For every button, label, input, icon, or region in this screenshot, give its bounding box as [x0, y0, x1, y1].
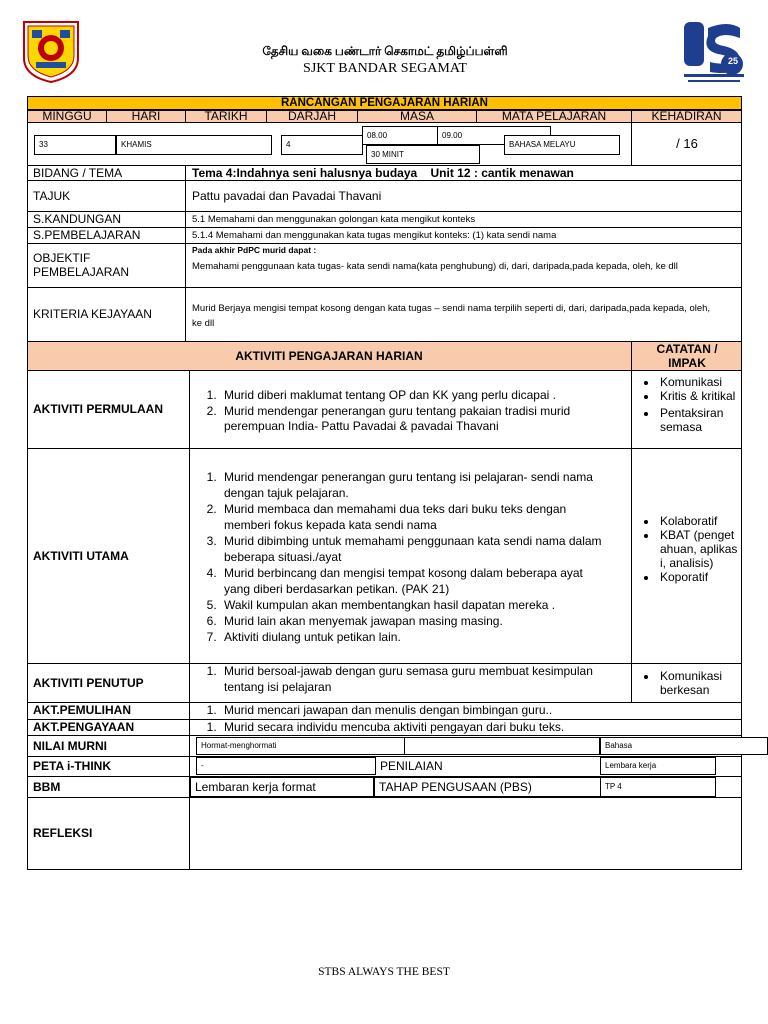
- logo-anniversary-number: 25: [727, 56, 738, 66]
- bbm-label: BBM: [33, 780, 61, 794]
- column-hari: HARI: [106, 110, 186, 123]
- column-darjah: DARJAH: [266, 110, 358, 123]
- info-label-divider: [185, 165, 186, 342]
- masa-start-value[interactable]: 08.00: [362, 126, 438, 145]
- note-item: • KBAT (pengetahuan, aplikasi, analisis): [658, 528, 740, 570]
- darjah-value[interactable]: 4: [281, 135, 363, 155]
- penilaian-value[interactable]: Lembara kerja: [600, 757, 716, 775]
- note-item: • Pentaksiran semasa: [658, 406, 740, 434]
- kehadiran-value[interactable]: / 16: [676, 136, 698, 151]
- column-kehadiran: KEHADIRAN: [631, 110, 742, 123]
- utama-item: 3. Murid dibimbing untuk memahami penggunaan kata sendi nama dalam beberapa situasi./ayat: [220, 533, 608, 565]
- peta-value[interactable]: -: [196, 757, 376, 775]
- permulaan-list: [190, 388, 610, 435]
- objektif-label-line1: OBJEKTIF: [33, 251, 91, 265]
- refleksi-label: REFLEKSI: [33, 826, 93, 840]
- permulaan-item: 1. Murid diberi maklumat tentang OP dan KK yang perlu dicapai .: [220, 388, 610, 404]
- penutup-label: AKTIVITI PENUTUP: [33, 676, 144, 690]
- note-item: • Kolaboratif: [658, 514, 740, 528]
- mata-pelajaran-value[interactable]: BAHASA MELAYU: [504, 135, 620, 155]
- kriteria-label: KRITERIA KEJAYAAN: [33, 307, 152, 321]
- column-tarikh: TARIKH: [185, 110, 267, 123]
- note-item: • Koporatif: [658, 570, 740, 584]
- row-line: [27, 243, 742, 244]
- utama-item: 7. Aktiviti diulang untuk petikan lain.: [220, 629, 608, 645]
- nilai-extra-value[interactable]: Bahasa: [600, 737, 768, 755]
- objektif-value: Memahami penggunaan kata tugas- kata sendi nama(kata penghubung) di, dari, daripada,pada kepada, oleh, ke dll: [192, 261, 678, 272]
- school-logo-right: [680, 16, 748, 86]
- school-logo-left: [18, 18, 84, 84]
- minggu-value[interactable]: 33: [34, 135, 116, 155]
- permulaan-item: 2. Murid mendengar penerangan guru tentang pakaian tradisi murid perempuan India- Pattu Pavadai & pavadai Thavani: [220, 404, 610, 435]
- tahap-value[interactable]: TP 4: [600, 777, 716, 797]
- bidang-label: BIDANG / TEMA: [33, 166, 123, 180]
- note-item: • Komunikasi berkesan: [658, 669, 740, 697]
- masa-end-value[interactable]: 09.00: [437, 126, 551, 145]
- masa-duration-value[interactable]: 30 MINIT: [366, 145, 480, 164]
- objektif-label-line2: PEMBELAJARAN: [33, 265, 130, 279]
- penutup-item: 1. Murid bersoal-jawab dengan guru semasa guru membuat kesimpulan tentang isi pelajaran: [220, 664, 620, 695]
- note-item: • Kritis & kritikal: [658, 389, 740, 403]
- tajuk-label: TAJUK: [33, 189, 71, 203]
- permulaan-notes: [632, 375, 740, 434]
- row-line: [27, 211, 742, 212]
- pengayaan-label: AKT.PENGAYAAN: [33, 720, 135, 734]
- row-line: [27, 287, 742, 288]
- pengayaan-list: [190, 720, 730, 736]
- skandungan-label: S.KANDUNGAN: [33, 212, 122, 226]
- row-line: [27, 448, 742, 449]
- bbm-value[interactable]: Lembaran kerja format: [190, 777, 374, 797]
- utama-label: AKTIVITI UTAMA: [33, 549, 129, 563]
- pengayaan-item: 1. Murid secara individu mencuba aktiviti pengayan dari buku teks.: [220, 720, 730, 736]
- utama-item: 1. Murid mendengar penerangan guru tentang isi pelajaran- sendi nama dengan tajuk pelajaran.: [220, 469, 608, 501]
- column-minggu: MINGGU: [27, 110, 107, 123]
- column-masa: MASA: [357, 110, 477, 123]
- penutup-list: [190, 664, 620, 695]
- nilai-value[interactable]: Hormat-menghormati: [196, 737, 408, 755]
- tamil-school-name: தேசிய வகை பண்டார் செகாமட் தமிழ்ப்பள்ளி: [262, 44, 508, 58]
- kriteria-value: Murid Berjaya mengisi tempat kosong dengan kata tugas – sendi nama terpilih seperti di, dari, daripada,pada kepada, oleh, ke dll: [192, 303, 711, 329]
- nilai-blank-field[interactable]: [404, 737, 600, 755]
- permulaan-label: AKTIVITI PERMULAAN: [33, 402, 163, 416]
- refleksi-field[interactable]: [190, 798, 741, 869]
- bidang-value: Tema 4:Indahnya seni halusnya budaya Unit 12 : cantik menawan: [192, 166, 574, 180]
- spembelajaran-value: 5.1.4 Memahami dan menggunakan kata tugas mengikut konteks: (1) kata sendi nama: [192, 230, 557, 241]
- utama-item: 4. Murid berbincang dan mengisi tempat kosong dalam beberapa ayat yang diberi berdasarkan petikan. (PAK 21): [220, 565, 608, 597]
- utama-notes: [632, 514, 740, 584]
- peta-label: PETA i-THINK: [33, 759, 111, 773]
- objektif-intro: Pada akhir PdPC murid dapat :: [192, 245, 317, 255]
- spembelajaran-label: S.PEMBELAJARAN: [33, 228, 141, 242]
- utama-list: [190, 469, 608, 645]
- catatan-header: CATATAN / IMPAK: [656, 342, 718, 370]
- skandungan-value: 5.1 Memahami dan menggunakan golongan kata mengikut konteks: [192, 214, 476, 225]
- column-mata-pelajaran: MATA PELAJARAN: [476, 110, 632, 123]
- pemulihan-list: [190, 703, 620, 719]
- hari-value[interactable]: KHAMIS: [116, 135, 272, 155]
- nilai-label: NILAI MURNI: [33, 739, 107, 753]
- utama-item: 6. Murid lain akan menyemak jawapan masing masing.: [220, 613, 608, 629]
- pemulihan-item: 1. Murid mencari jawapan dan menulis dengan bimbingan guru..: [220, 703, 620, 719]
- pemulihan-label: AKT.PEMULIHAN: [33, 703, 131, 717]
- note-item: • Komunikasi: [658, 375, 740, 389]
- penutup-notes: [632, 669, 740, 697]
- tahap-label: TAHAP PENGUSAAN (PBS): [374, 777, 602, 797]
- catatan-divider: [631, 341, 632, 371]
- utama-item: 5. Wakil kumpulan akan membentangkan hasil dapatan mereka .: [220, 597, 608, 613]
- tajuk-value: Pattu pavadai dan Pavadai Thavani: [192, 189, 382, 203]
- footer-motto: STBS ALWAYS THE BEST: [318, 966, 450, 978]
- penilaian-label: PENILAIAN: [380, 759, 443, 773]
- aktiviti-header: AKTIVITI PENGAJARAN HARIAN: [235, 349, 423, 363]
- school-name: SJKT BANDAR SEGAMAT: [303, 61, 467, 76]
- form-title: RANCANGAN PENGAJARAN HARIAN: [27, 96, 742, 110]
- utama-item: 2. Murid membaca dan memahami dua teks dari buku teks dengan memberi fokus kepada kata sendi nama: [220, 501, 608, 533]
